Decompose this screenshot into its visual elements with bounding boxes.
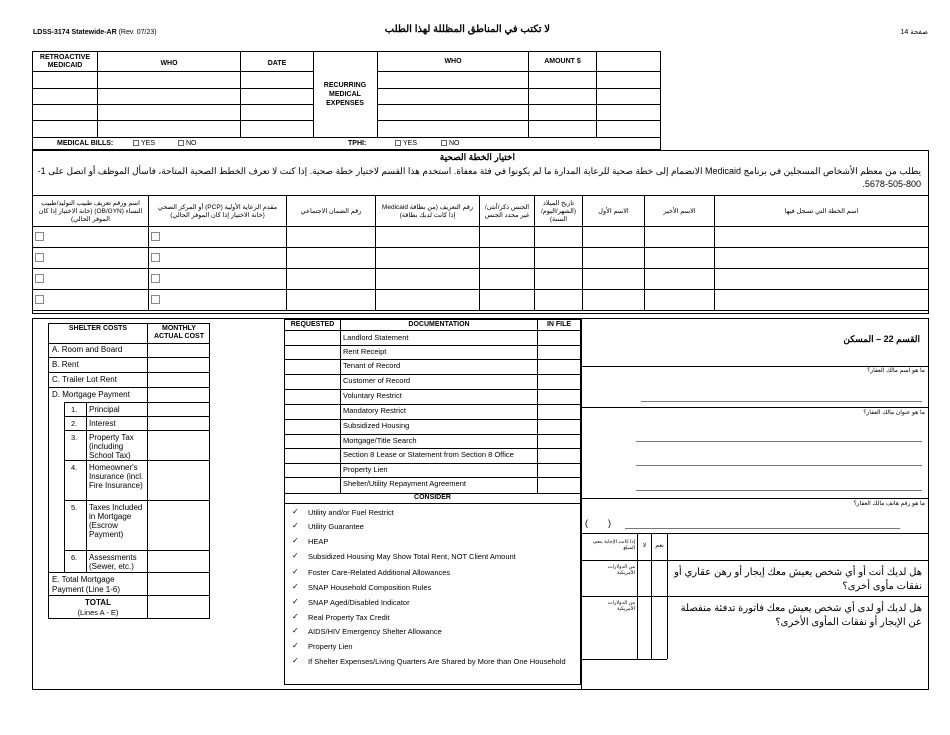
requested-cell[interactable] bbox=[284, 404, 340, 419]
documentation-item: Rent Receipt bbox=[343, 347, 387, 356]
table-row bbox=[33, 227, 929, 248]
in-file-cell[interactable] bbox=[538, 359, 580, 374]
consider-item-label: SNAP Aged/Disabled Indicator bbox=[308, 598, 410, 607]
in-file-cell[interactable] bbox=[538, 477, 580, 493]
in-file-cell[interactable] bbox=[538, 389, 580, 404]
landlord-address-input-1[interactable] bbox=[636, 441, 922, 442]
no-col-header: لا bbox=[642, 543, 647, 549]
hdr-last-name: الاسم الأخير bbox=[645, 196, 715, 227]
retro-medicaid-header: RETROACTIVE MEDICAID bbox=[39, 54, 91, 69]
total-sub-label: (Lines A - E) bbox=[77, 608, 119, 617]
consider-item-label: Property Lien bbox=[308, 642, 353, 651]
documentation-item: Mortgage/Title Search bbox=[343, 436, 417, 445]
check-icon: ✓ bbox=[292, 641, 299, 650]
hdr-first-name: الاسم الأول bbox=[583, 196, 645, 227]
requested-cell[interactable] bbox=[284, 463, 340, 477]
documentation-item: Voluntary Restrict bbox=[343, 391, 402, 400]
landlord-phone-question: ما هو رقم هاتف مالك العقار؟ bbox=[853, 501, 925, 507]
amount-col-header: إذا كانت الإجابة بنعم، المبلغ bbox=[592, 539, 635, 551]
documentation-item: Mandatory Restrict bbox=[343, 406, 406, 415]
shaded-area bbox=[660, 51, 930, 150]
yes-col-header: نعم bbox=[655, 543, 664, 549]
shelter-costs-table bbox=[48, 323, 210, 344]
in-file-cell[interactable] bbox=[538, 448, 580, 463]
q4-no-cell[interactable] bbox=[638, 561, 651, 596]
tphi-no[interactable]: NO bbox=[441, 140, 460, 148]
requested-cell[interactable] bbox=[284, 477, 340, 493]
hdr-sex: الجنس ذكر/أنثى/غير محدد الجنس bbox=[480, 196, 535, 227]
recurring-who-header: WHO bbox=[444, 58, 462, 65]
retro-date-header: DATE bbox=[267, 60, 287, 67]
landlord-address-input-3[interactable] bbox=[636, 490, 922, 491]
table-row bbox=[284, 477, 581, 493]
requested-cell[interactable] bbox=[284, 419, 340, 434]
pcp-checkbox[interactable] bbox=[149, 269, 287, 290]
total-mortgage-label: E. Total Mortgage Payment (Line 1-6) bbox=[52, 575, 121, 594]
obgyn-checkbox[interactable] bbox=[33, 269, 149, 290]
check-icon: ✓ bbox=[292, 567, 299, 576]
q5-no-cell[interactable] bbox=[638, 597, 651, 659]
table-row bbox=[33, 248, 929, 269]
consider-item-label: Subsidized Housing May Show Total Rent, NOT Client Amount bbox=[308, 552, 516, 561]
landlord-address-question: ما هو عنوان مالك العقار؟ bbox=[863, 410, 925, 416]
check-icon: ✓ bbox=[292, 656, 299, 665]
hdr-obgyn: اسم ورقم تعريف طبيب التوليد/طبيب النساء (OB/GYN) (خانة الاختيار إذا كان الموفر الحالي) bbox=[33, 196, 149, 227]
hdr-dob: تاريخ الميلاد (الشهر/اليوم/السنة) bbox=[535, 196, 583, 227]
consider-header: CONSIDER bbox=[414, 494, 451, 501]
table-row bbox=[284, 434, 581, 448]
obgyn-checkbox[interactable] bbox=[33, 290, 149, 311]
medical-bills-no[interactable]: NO bbox=[178, 140, 197, 148]
interest-label: Interest bbox=[89, 419, 116, 428]
table-row bbox=[284, 359, 581, 374]
documentation-item: Shelter/Utility Repayment Agreement bbox=[343, 479, 466, 488]
in-file-cell[interactable] bbox=[538, 419, 580, 434]
rent-mortgage-question: هل لديك أنت أو أي شخص يعيش معك إيجار أو رهن عقاري أو نفقات مأوى أخرى؟ bbox=[674, 567, 922, 592]
check-icon: ✓ bbox=[292, 582, 299, 591]
header-title: لا تكتب في المناطق المظللة لهذا الطلب bbox=[384, 24, 550, 35]
pcp-checkbox[interactable] bbox=[149, 290, 287, 311]
in-file-cell[interactable] bbox=[538, 345, 580, 359]
table-row bbox=[284, 331, 581, 345]
table-row bbox=[284, 345, 581, 359]
currency-label: من الدولارات الأمريكية bbox=[607, 600, 635, 612]
obgyn-checkbox[interactable] bbox=[33, 227, 149, 248]
principal-label: Principal bbox=[89, 405, 120, 414]
check-icon: ✓ bbox=[292, 626, 299, 635]
requested-cell[interactable] bbox=[284, 374, 340, 389]
in-file-header: IN FILE bbox=[546, 321, 572, 328]
table-row bbox=[284, 419, 581, 434]
table-row bbox=[33, 290, 929, 311]
retro-who-header: WHO bbox=[160, 60, 178, 67]
table-row bbox=[284, 389, 581, 404]
table-row bbox=[33, 269, 929, 290]
escrow-label: Taxes Included in Mortgage (Escrow Payment) bbox=[89, 503, 143, 539]
documentation-header: DOCUMENTATION bbox=[408, 321, 470, 328]
currency-label: من الدولارات الأمريكية bbox=[607, 564, 635, 576]
section22-title: القسم 22 – المسكن bbox=[843, 334, 920, 344]
medical-bills-yes[interactable]: YES bbox=[133, 140, 155, 148]
consider-item-label: AIDS/HIV Emergency Shelter Allowance bbox=[308, 627, 442, 636]
health-plan-title: اختيار الخطة الصحية bbox=[439, 152, 515, 162]
consider-item-label: Real Property Tax Credit bbox=[308, 613, 390, 622]
tphi-yes[interactable]: YES bbox=[395, 140, 417, 148]
requested-header: REQUESTED bbox=[290, 321, 335, 328]
health-plan-description: يطلب من معظم الأشخاص المسجلين في برنامج Medicaid الانضمام إلى خطة صحية للرعاية المدارة ما لم يكونوا في فئة معفاة. استخدم هذا القسم لاختيار خطة صحية. إذا كنت لا تعرف الخطط الصحية المتاحة، فاسأل الموظف أو اتصل على 1-800-505-5678. bbox=[37, 166, 921, 189]
in-file-cell[interactable] bbox=[538, 434, 580, 448]
documentation-item: Landlord Statement bbox=[343, 333, 409, 342]
shelter-header: SHELTER COSTS bbox=[68, 325, 128, 332]
mortgage-label: D. Mortgage Payment bbox=[52, 390, 130, 399]
health-plan-table bbox=[32, 195, 929, 311]
rent-label: B. Rent bbox=[52, 360, 79, 369]
landlord-phone-input[interactable]: ( ) bbox=[585, 518, 611, 528]
landlord-name-input[interactable] bbox=[641, 401, 922, 402]
consider-item-label: Foster Care-Related Additional Allowances bbox=[308, 568, 451, 577]
tphi-label: TPHI: bbox=[348, 140, 367, 147]
requested-cell[interactable] bbox=[284, 389, 340, 404]
requested-cell[interactable] bbox=[284, 331, 340, 345]
documentation-item: Customer of Record bbox=[343, 376, 411, 385]
documentation-item: Tenant of Record bbox=[343, 361, 401, 370]
table-row bbox=[284, 374, 581, 389]
requested-cell[interactable] bbox=[284, 359, 340, 374]
requested-cell[interactable] bbox=[284, 345, 340, 359]
table-row bbox=[284, 463, 581, 477]
page-number: صفحة 14 bbox=[900, 29, 928, 36]
monthly-cost-header: MONTHLY ACTUAL COST bbox=[153, 325, 205, 340]
trailer-lot-label: C. Trailer Lot Rent bbox=[52, 375, 117, 384]
in-file-cell[interactable] bbox=[538, 374, 580, 389]
property-tax-label: Property Tax (including School Tax) bbox=[89, 433, 134, 460]
consider-item-label: HEAP bbox=[308, 537, 329, 546]
in-file-cell[interactable] bbox=[538, 404, 580, 419]
pcp-checkbox[interactable] bbox=[149, 227, 287, 248]
documentation-item: Property Lien bbox=[343, 465, 388, 474]
total-label: TOTAL bbox=[85, 598, 111, 607]
check-icon: ✓ bbox=[292, 597, 299, 606]
recurring-expenses-header: RECURRING MEDICAL EXPENSES bbox=[323, 82, 367, 107]
hdr-ssn: رقم الضمان الاجتماعي bbox=[287, 196, 376, 227]
hdr-id: رقم التعريف (من بطاقة Medicaid إذا كانت لديك بطاقة) bbox=[376, 196, 480, 227]
check-icon: ✓ bbox=[292, 507, 299, 516]
check-icon: ✓ bbox=[292, 551, 299, 560]
table-row bbox=[284, 404, 581, 419]
consider-item-label: Utility Guarantee bbox=[308, 522, 364, 531]
consider-item-label: If Shelter Expenses/Living Quarters Are Shared by More than One Household bbox=[308, 657, 566, 666]
landlord-name-question: ما هو اسم مالك العقار؟ bbox=[867, 368, 925, 374]
homeowners-insurance-label: Homeowner's Insurance (incl. Fire Insurance) bbox=[89, 463, 144, 490]
consider-item-label: Utility and/or Fuel Restrict bbox=[308, 508, 394, 517]
check-icon: ✓ bbox=[292, 612, 299, 621]
assessments-label: Assessments (Sewer, etc.) bbox=[89, 553, 137, 571]
landlord-address-input-2[interactable] bbox=[636, 465, 922, 466]
q5-yes-cell[interactable] bbox=[652, 597, 667, 659]
documentation-item: Section 8 Lease or Statement from Section 8 Office bbox=[343, 450, 514, 459]
requested-cell[interactable] bbox=[284, 434, 340, 448]
heating-bill-question: هل لديك أو لدى أي شخص يعيش معك فاتورة تدفئة منفصلة عن الإيجار أو نفقات المأوى الأخرى؟ bbox=[680, 603, 922, 628]
form-id: LDSS-3174 Statewide-AR (Rev. 07/23) bbox=[33, 29, 157, 36]
documentation-item: Subsidized Housing bbox=[343, 421, 410, 430]
obgyn-checkbox[interactable] bbox=[33, 248, 149, 269]
in-file-cell[interactable] bbox=[538, 331, 580, 345]
table-row bbox=[284, 448, 581, 463]
hdr-pcp: مقدم الرعاية الأولية (PCP) أو المركز الصحي (خانة الاختيار إذا كان الموفر الحالي) bbox=[149, 196, 287, 227]
check-icon: ✓ bbox=[292, 521, 299, 530]
hdr-plan-name: اسم الخطة التي تسجل فيها bbox=[715, 196, 929, 227]
amount-header: AMOUNT $ bbox=[544, 58, 581, 65]
medical-bills-label: MEDICAL BILLS: bbox=[57, 140, 114, 147]
requested-cell[interactable] bbox=[284, 448, 340, 463]
consider-item-label: SNAP Household Composition Rules bbox=[308, 583, 432, 592]
in-file-cell[interactable] bbox=[538, 463, 580, 477]
pcp-checkbox[interactable] bbox=[149, 248, 287, 269]
room-board-label: A. Room and Board bbox=[52, 345, 123, 354]
check-icon: ✓ bbox=[292, 536, 299, 545]
q4-yes-cell[interactable] bbox=[652, 561, 667, 596]
